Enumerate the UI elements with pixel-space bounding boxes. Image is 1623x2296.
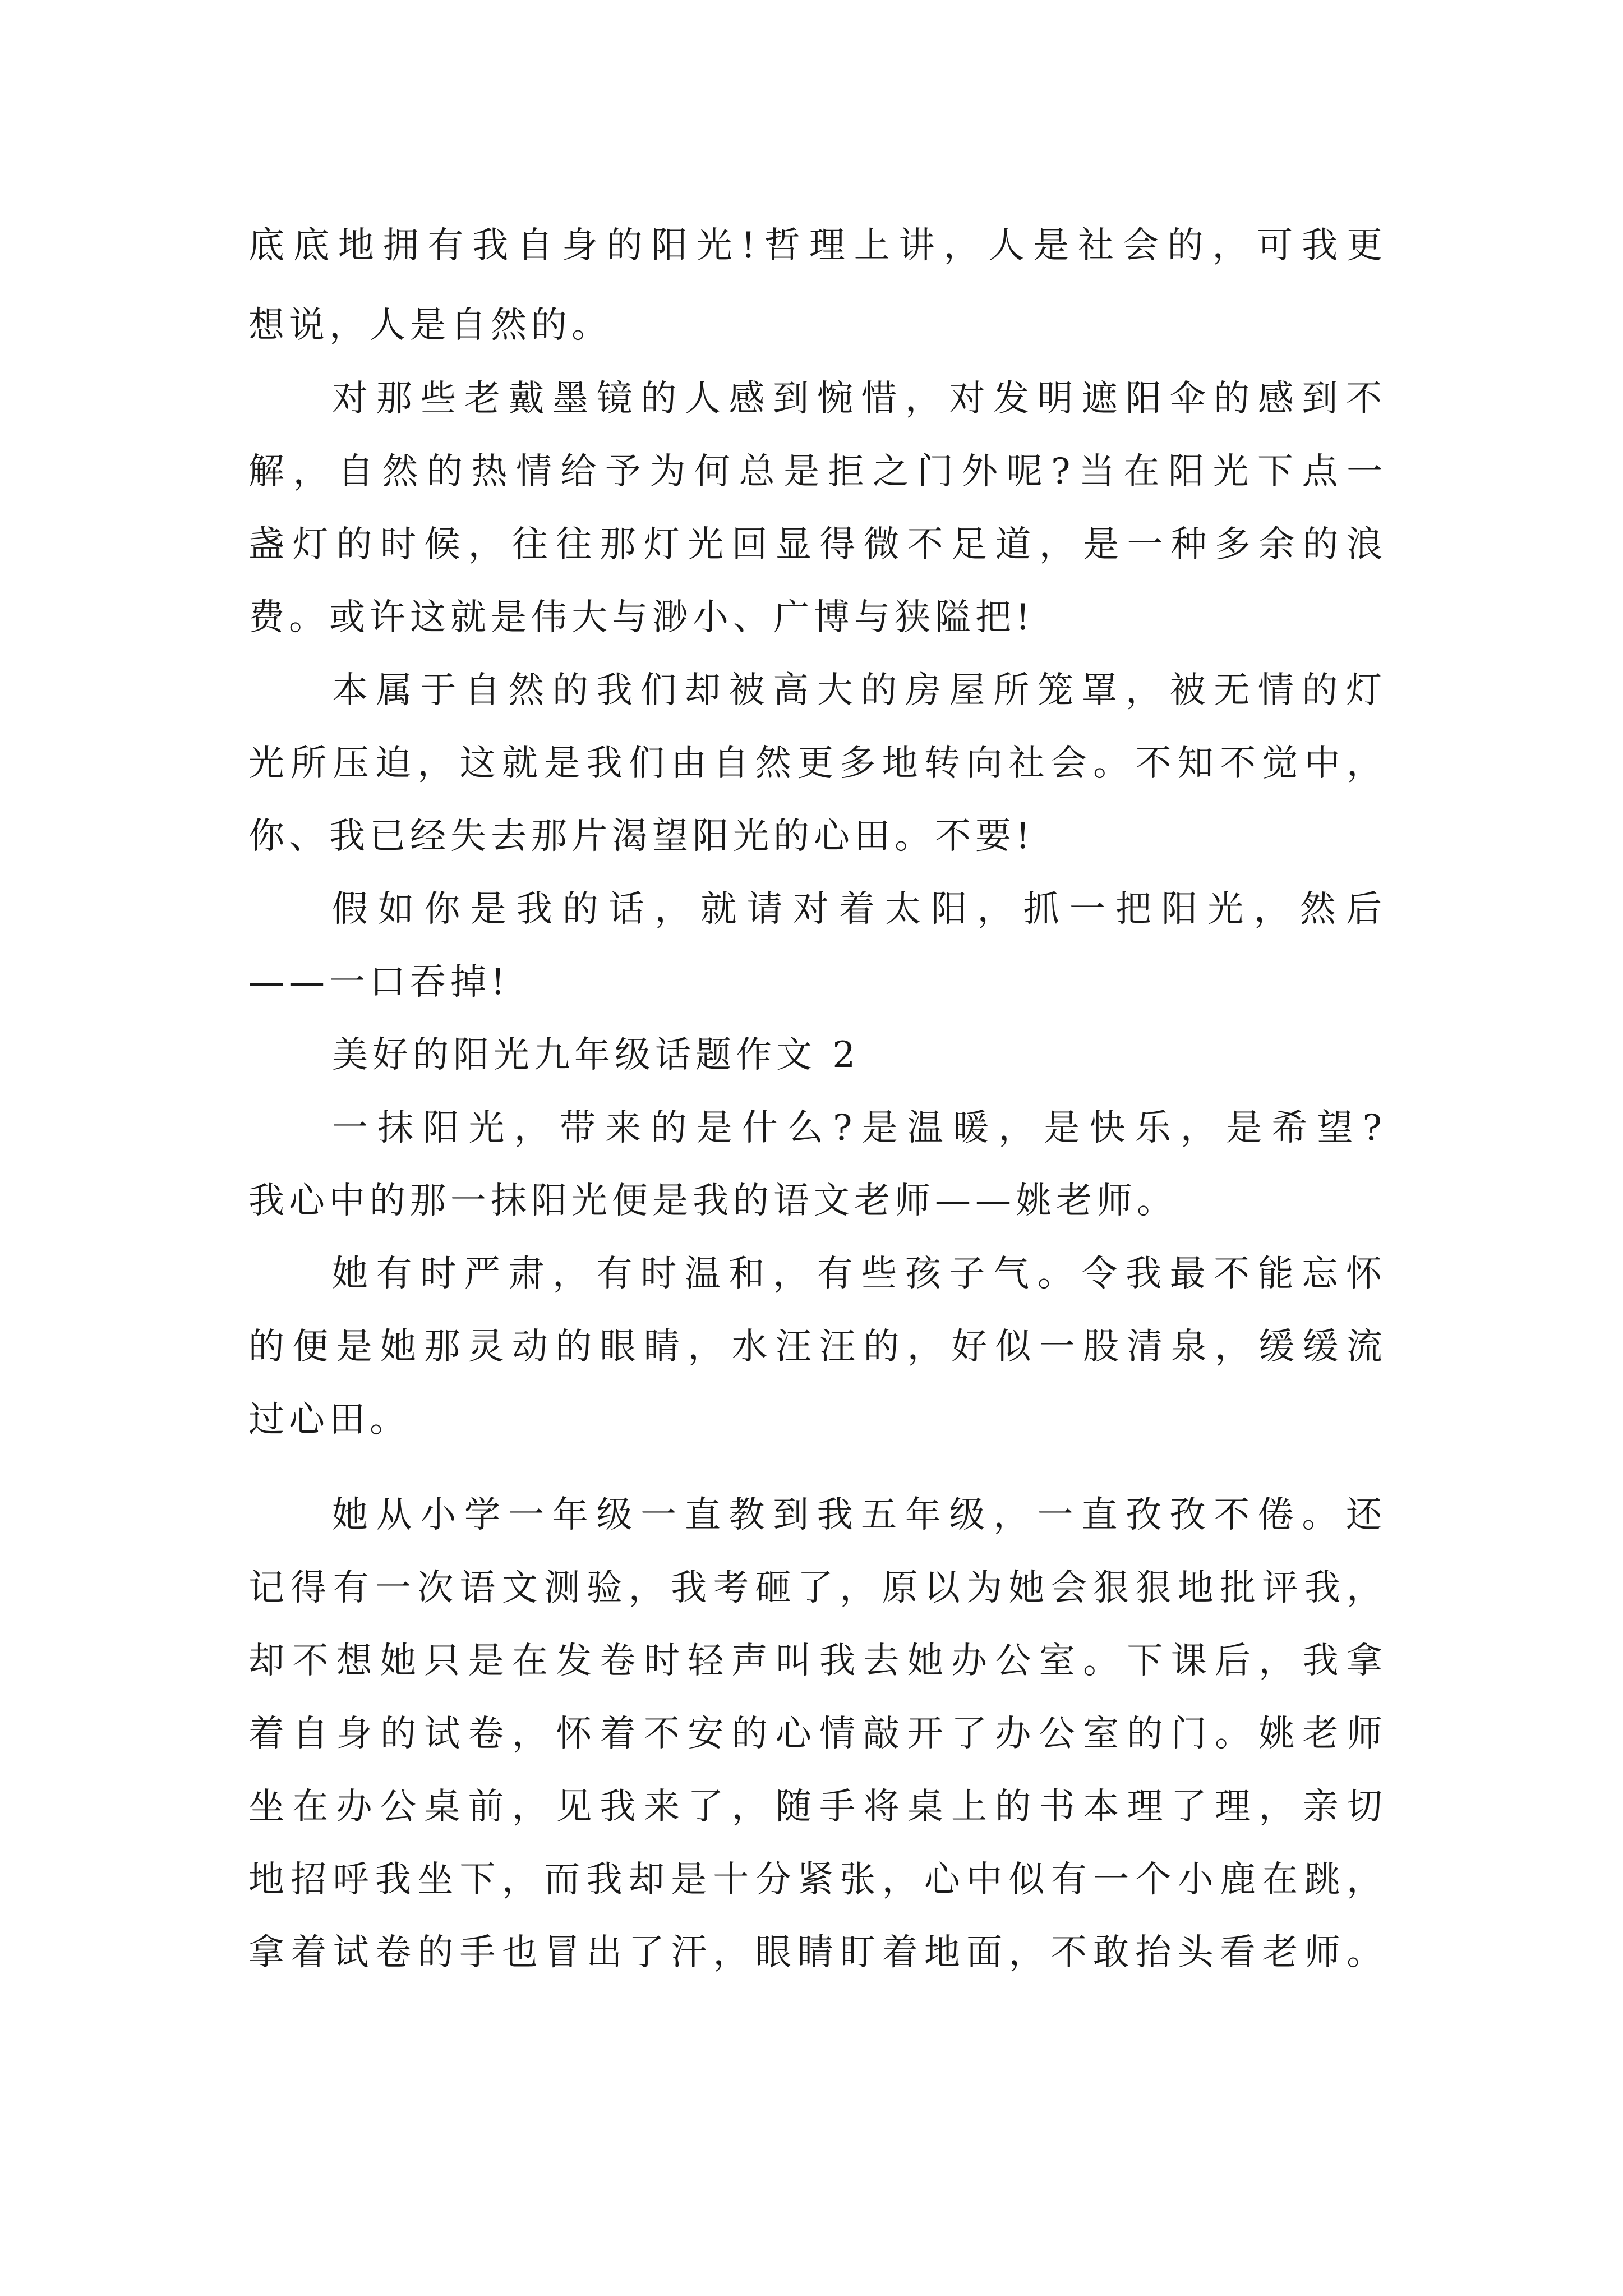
paragraph-start-line: 对那些老戴墨镜的人感到惋惜，对发明遮阳伞的感到不 [332,378,1386,420]
text-line: 底底地拥有我自身的阳光!哲理上讲，人是社会的，可我更 [248,225,1387,266]
text-line: 坐在办公桌前，见我来了，随手将桌上的书本理了理，亲切 [248,1786,1387,1828]
text-line: 费。或许这就是伟大与渺小、广博与狭隘把! [248,597,1035,638]
text-line: 的便是她那灵动的眼睛，水汪汪的，好似一股清泉，缓缓流 [248,1326,1387,1368]
paragraph-start-line: 她有时严肃，有时温和，有些孩子气。令我最不能忘怀 [332,1253,1386,1295]
text-line: 盏灯的时候，往往那灯光回显得微不足道，是一种多余的浪 [248,524,1387,565]
text-line: ——一口吞掉! [248,961,510,1003]
text-line: 地招呼我坐下，而我却是十分紧张，心中似有一个小鹿在跳， [248,1859,1387,1901]
paragraph-start-line: 她从小学一年级一直教到我五年级，一直孜孜不倦。还 [332,1494,1386,1536]
paragraph-start-line: 一抹阳光，带来的是什么?是温暖，是快乐，是希望? [332,1107,1386,1149]
text-line: 记得有一次语文测验，我考砸了，原以为她会狠狠地批评我， [248,1567,1387,1609]
text-line: 过心田。 [248,1399,410,1441]
text-line: 却不想她只是在发卷时轻声叫我去她办公室。下课后，我拿 [248,1640,1387,1682]
text-line: 想说，人是自然的。 [248,305,612,346]
text-line: 拿着试卷的手也冒出了汗，眼睛盯着地面，不敢抬头看老师。 [248,1932,1387,1973]
paragraph-start-line: 假如你是我的话，就请对着太阳，抓一把阳光，然后 [332,889,1386,930]
paragraph-start-line: 本属于自然的我们却被高大的房屋所笼罩，被无情的灯 [332,670,1386,711]
text-line: 解，自然的热情给予为何总是拒之门外呢?当在阳光下点一 [248,451,1387,493]
text-line: 着自身的试卷，怀着不安的心情敲开了办公室的门。姚老师 [248,1713,1387,1755]
text-line: 你、我已经失去那片渴望阳光的心田。不要! [248,816,1035,857]
text-line: 我心中的那一抹阳光便是我的语文老师——姚老师。 [248,1180,1177,1222]
section-heading: 美好的阳光九年级话题作文 2 [332,1034,860,1076]
text-line: 光所压迫，这就是我们由自然更多地转向社会。不知不觉中， [248,743,1387,784]
